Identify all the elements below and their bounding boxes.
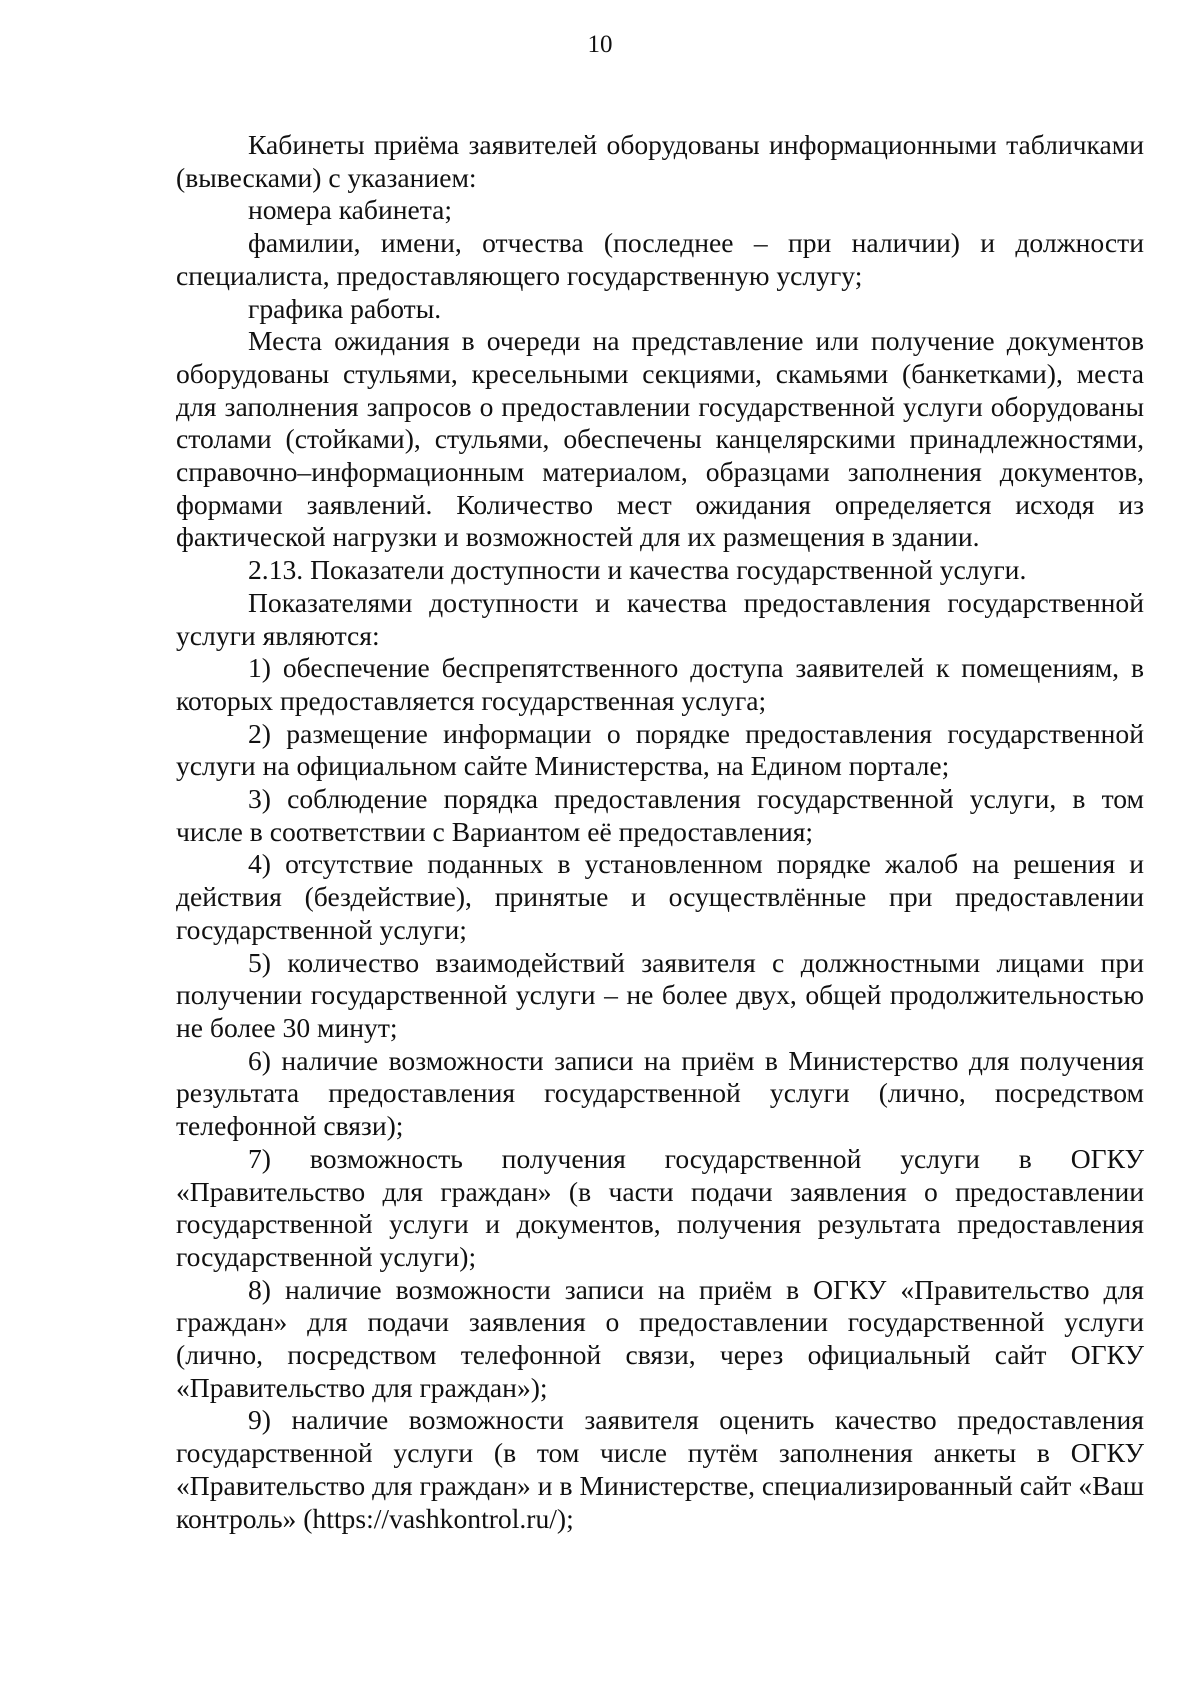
list-item-9: 9) наличие возможности заявителя оценить качество предоставления государственной услуги (в том числе путём заполнения анкеты в ОГКУ «Правительство для граждан» и в Министерстве, специализированный сайт «Ваш контроль» (https://vashkontrol.ru/);: [176, 1404, 1144, 1534]
list-item-3: 3) соблюдение порядка предоставления государственной услуги, в том числе в соответствии с Вариантом её предоставления;: [176, 783, 1144, 847]
paragraph-indicators-intro: Показателями доступности и качества предоставления государственной услуги являются:: [176, 586, 1144, 651]
paragraph-specialist-name: фамилии, имени, отчества (последнее – при наличии) и должности специалиста, предоставляющего государственную услугу;: [176, 227, 1144, 291]
paragraph-waiting-areas: Места ожидания в очереди на представление или получение документов оборудованы стульями, кресельными секциями, скамьями (банкетками), места для заполнения запросов о предоставлении государственной услуги оборудованы столами (стойками), стульями, обеспечены канцелярскими принадлежностями, справочно–информационным материалом, образцами заполнения документов, формами заявлений. Количество мест ожидания определяется исходя из фактической нагрузки и возможностей для их размещения в здании.: [176, 325, 1144, 553]
page-number: 10: [587, 31, 613, 58]
paragraph-offices: Кабинеты приёма заявителей оборудованы информационными табличками (вывесками) с указанием:: [176, 129, 1144, 193]
section-heading-2-13: 2.13. Показатели доступности и качества государственной услуги.: [248, 554, 1027, 586]
list-item-8: 8) наличие возможности записи на приём в ОГКУ «Правительство для граждан» для подачи заявления о предоставлении государственной услуги (лично, посредством телефонной связи, через официальный сайт ОГКУ «Правительство для граждан»);: [176, 1273, 1144, 1403]
list-item-2: 2) размещение информации о порядке предоставления государственной услуги на официальном сайте Министерства, на Едином портале;: [176, 717, 1144, 782]
paragraph-room-number: номера кабинета;: [248, 194, 453, 226]
list-item-5: 5) количество взаимодействий заявителя с должностными лицами при получении государственной услуги – не более двух, общей продолжительностью не более 30 минут;: [176, 946, 1144, 1043]
list-item-4: 4) отсутствие поданных в установленном порядке жалоб на решения и действия (бездействие), принятые и осуществлённые при предоставлении государственной услуги;: [176, 848, 1144, 945]
list-item-1: 1) обеспечение беспрепятственного доступа заявителей к помещениям, в которых предоставляется государственная услуга;: [176, 652, 1144, 716]
body-text: [176, 129, 1144, 1535]
paragraph-work-schedule: графика работы.: [248, 292, 442, 324]
list-item-7: 7) возможность получения государственной услуги в ОГКУ «Правительство для граждан» (в части подачи заявления о предоставлении государственной услуги и документов, получения результата предоставления государственной услуги);: [176, 1142, 1144, 1272]
list-item-6: 6) наличие возможности записи на приём в Министерство для получения результата предоставления государственной услуги (лично, посредством телефонной связи);: [176, 1044, 1144, 1142]
